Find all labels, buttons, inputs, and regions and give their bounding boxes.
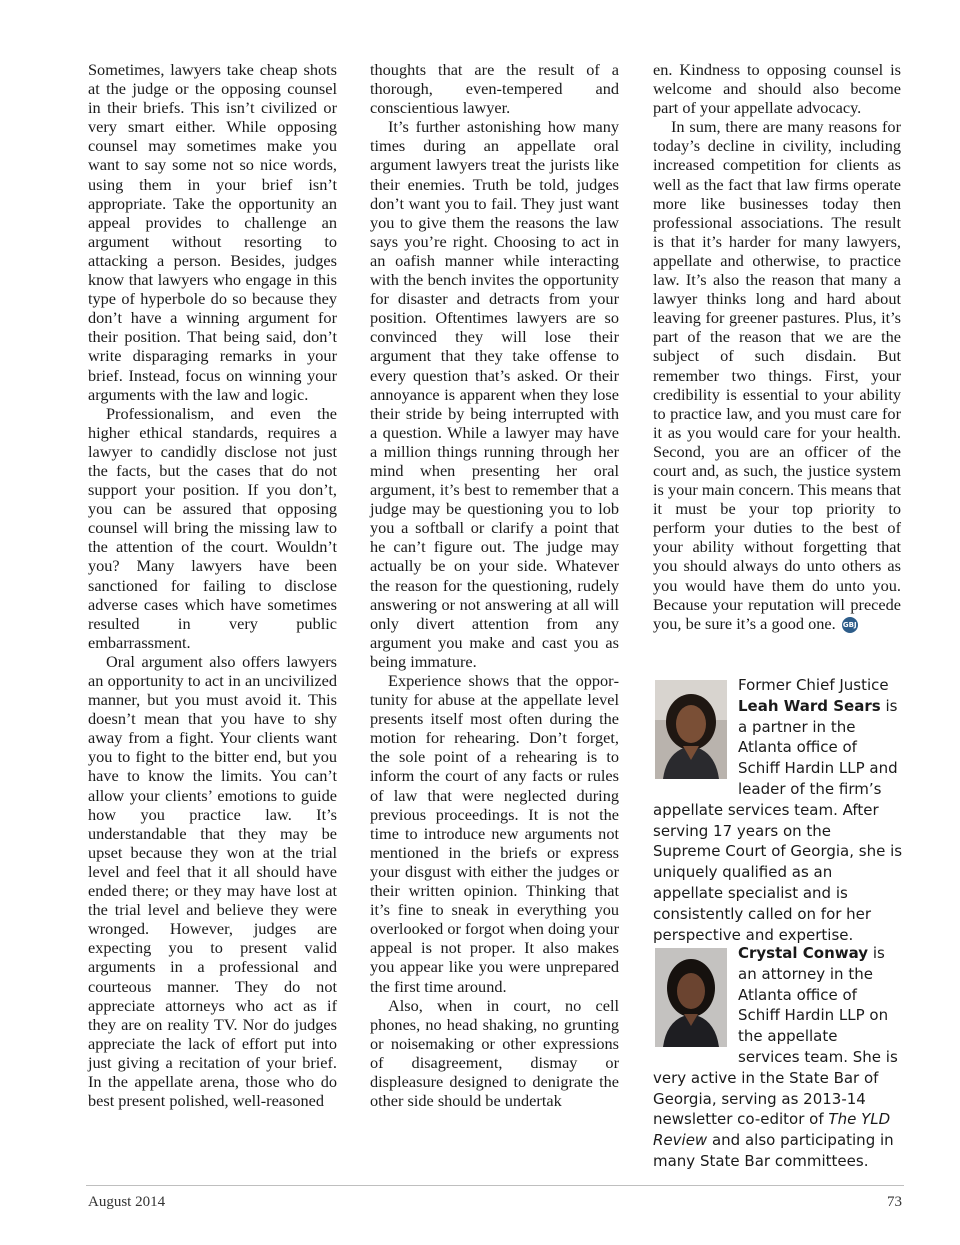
paragraph: Oral argument also offers lawyers an opportunity to act in an uncivilized manner, but you must avoid it. This doesn’t mean that you have to shy away from a fight. Your clients want you to fight to the bitter end, but you have to know the limits. You can’t allow your clients’ emotions to guide how you practice law. It’s understandable that they may be upset because they won at the trial level and feel that it all should have ended there; or they may have lost at the trial level and believe they were wronged. However, judges are expecting you to present valid arguments in a professional and courteous manner. They do not appreciate attorneys who act as if they are on reality TV. Nor do judges appreciate the lack of effort put into just giving a recitation of your brief. In the appellate arena, those who do best present polished, well-reasoned bbox=[88, 651, 337, 1111]
bio-text: is an attorney in the Atlanta office of Schiff Hardin LLP on the appellate services team. She is very active in the State Bar of Georgia, serving as 2013-14 newsletter co-editor of bbox=[653, 944, 898, 1129]
paragraph: Sometimes, lawyers take cheap shots at the judge or the opposing counsel in their briefs. This isn’t civilized or very smart either. While opposing counsel may sometimes make you want to say some not so nice words, using them in your brief isn’t appropriate. Take the opportunity an appeal provides to challenge an argument without resorting to attacking a person. Besides, judges know that lawyers who engage in this type of hyperbole do so because they don’t have a winning argument for their position. That being said, don’t write disparaging remarks in your brief. Instead, focus on winning your arguments with the law and logic. bbox=[88, 60, 337, 404]
paragraph: Experience shows that the opportunity for abuse at the appellate level presents itself most often during the motion for rehearing. Don’t forget, the sole point of a rehearing is to inform the court of any facts or rules of law that were neglected during previous proceedings. It is not the time to introduce new arguments not mentioned in the briefs or express your disgust with either the judges or their written opinion. Thinking that it’s fine to sneak in everything you overlooked or forgot when doing your appeal is not proper. It also makes you appear like you were unprepared the first time around. bbox=[370, 671, 619, 996]
footer-date: August 2014 bbox=[88, 1194, 166, 1210]
author-photo bbox=[655, 948, 727, 1047]
author-bio-conway bbox=[653, 943, 903, 1172]
bio-text: and also participating in many State Bar committees. bbox=[653, 1131, 894, 1170]
page-number: 73 bbox=[887, 1194, 902, 1210]
author-photo bbox=[655, 680, 727, 779]
bio-text: is a partner in the Atlanta office of Schiff Hardin LLP and leader of the firm’s appellate services team. After serving 17 years on the Supreme Court of Georgia, she is uniquely qualified as an appellate specialist and is consistently called on for her perspective and expertise. bbox=[653, 696, 903, 944]
footer-divider bbox=[86, 1185, 904, 1186]
paragraph: It’s further astonishing how many times during an appellate oral argument lawyers treat the jurists like their enemies. Truth be told, judges don’t want you to fail. They just want you to give them the reasons the law says you’re right. Choosing to act in an oafish manner while interacting with the bench invites the opportunity for disaster and detracts from your position. Oftentimes lawyers are so convinced they will lose their argument that they take offense to every question that’s asked. Or their annoyance is apparent when they lose their stride by being interrupted with a question. While a lawyer may have a million things running through her mind when presenting her oral argument, it’s best to remember that a judge may be questioning you to lob you a softball or clarify a point that he can’t figure out. The judge may actually be on your side. Whatever the reason for the questioning, rudely answering or not answering at all will only divert attention from any argument you make and cast you as being immature. bbox=[370, 117, 619, 671]
author-name: Crystal Conway bbox=[738, 944, 869, 962]
article-column-3 bbox=[653, 60, 901, 633]
article-column-2 bbox=[370, 60, 619, 1110]
end-mark-icon: GBJ bbox=[842, 617, 858, 633]
paragraph bbox=[653, 117, 901, 633]
paragraph: en. Kindness to opposing counsel is welcome and should also become part of your appellate advocacy. bbox=[653, 60, 901, 118]
paragraph: thoughts that are the result of a thorough, even-tempered and conscientious lawyer. bbox=[370, 60, 619, 118]
paragraph: Also, when in court, no cell phones, no head shaking, no grunting or noisemaking or other expressions of disagreement, dismay or displeasure designed to denigrate the other side should be undertak bbox=[370, 995, 619, 1111]
paragraph-text: In sum, there are many reasons for today’s decline in civility, including increased competition for clients as well as the fact that law firms operate more like businesses today then professional associations. The result is that it’s harder for many lawyers, appellate and otherwise, to practice law. It’s also the reason that many a lawyer thinks long and hard about leaving for greener pastures. Plus, it’s part of the reason that we are the subject of such disdain. But remember two things. First, your credibility is essential to your ability to practice law, and you must care for it as you would care for your health. Second, you are an officer of the court and, as such, the justice system is your main concern. This means that it must be your top priority to perform your duties to the best of your ability without forgetting that you should always do unto others as you would have them do unto you. Because your reputation will precede you, be sure it’s a good one. bbox=[653, 117, 901, 633]
author-bio-sears bbox=[653, 675, 903, 945]
bio-text: Former Chief Justice bbox=[738, 676, 889, 694]
publication-title: The YLD Review bbox=[653, 1110, 891, 1150]
article-column-1 bbox=[88, 60, 337, 1110]
paragraph: Professionalism, and even the higher ethical standards, requires a lawyer to candidly disclose not just the facts, but the cases that do not support your position. If you don’t, you can be assured that opposing counsel will bring the missing law to the attention of the court. Wouldn’t you? Many lawyers have been sanctioned for failing to disclose adverse cases which have sometimes resulted in very public embarrassment. bbox=[88, 403, 337, 652]
author-name: Leah Ward Sears bbox=[738, 696, 881, 715]
